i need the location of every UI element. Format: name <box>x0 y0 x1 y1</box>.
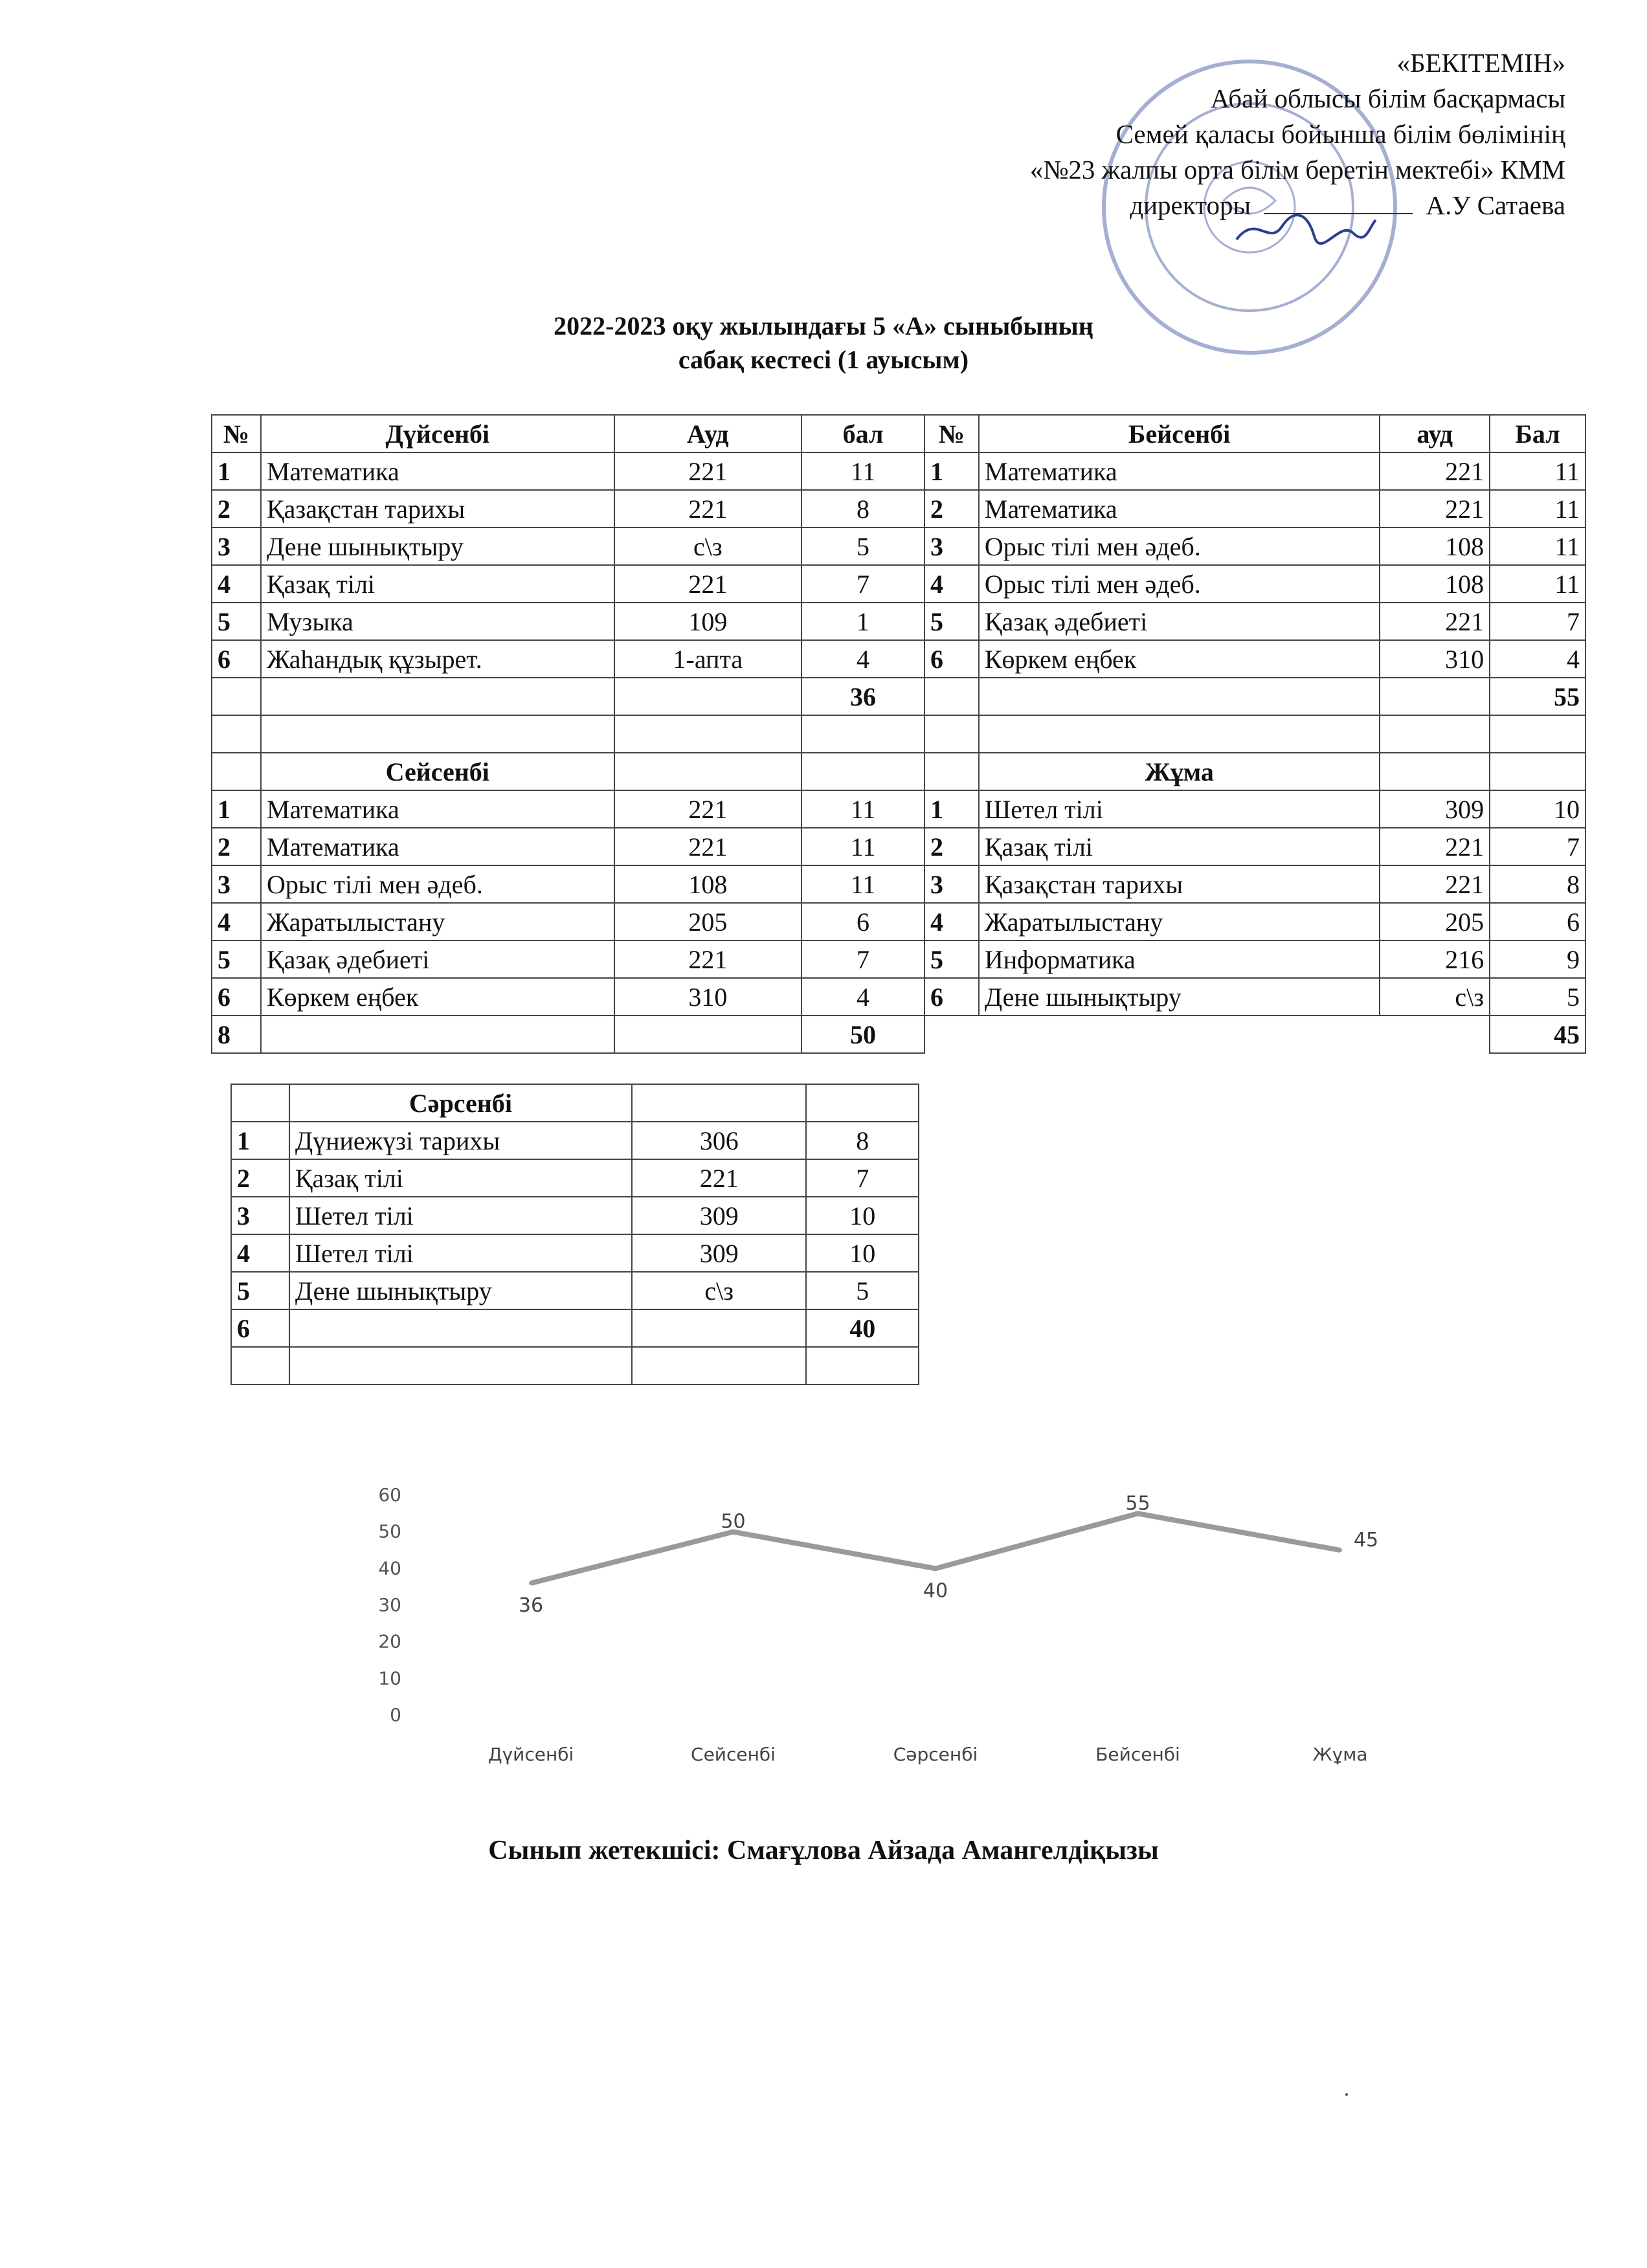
thursday-subject: Орыс тілі мен әдеб. <box>979 565 1380 603</box>
thursday-subject: Қазақ әдебиеті <box>979 603 1380 640</box>
wednesday-subject: Қазақ тілі <box>289 1159 632 1197</box>
monday-score: 8 <box>801 490 924 528</box>
tuesday-score: 7 <box>801 940 924 978</box>
thursday-score: 7 <box>1490 603 1585 640</box>
x-category-label: Жұма <box>1312 1744 1368 1765</box>
table-row <box>212 565 1585 603</box>
thursday-subject: Математика <box>979 452 1380 490</box>
x-category-label: Сейсенбі <box>691 1744 776 1765</box>
tuesday-room: 205 <box>614 903 802 940</box>
monday-subject: Музыка <box>261 603 614 640</box>
wednesday-total: 40 <box>806 1309 919 1347</box>
schedule-title-line-1: 2022-2023 оқу жылындағы 5 «А» сыныбының <box>554 311 1093 340</box>
table-row <box>212 640 1585 678</box>
tuesday-num: 4 <box>212 903 261 940</box>
approval-line-3: Семей қаласы бойынша білім бөлімінің <box>1115 119 1565 149</box>
header-num-right: № <box>924 415 979 452</box>
thursday-room: 221 <box>1380 452 1490 490</box>
monday-total: 36 <box>801 678 924 715</box>
tuesday-friday-rows <box>212 790 1585 1016</box>
friday-title: Жұма <box>979 753 1380 790</box>
approval-line-2: Абай облысы білім басқармасы <box>1210 83 1565 113</box>
thursday-num: 3 <box>924 528 979 565</box>
thursday-num: 1 <box>924 452 979 490</box>
wednesday-num: 4 <box>231 1234 289 1272</box>
friday-subject: Информатика <box>979 940 1380 978</box>
wednesday-table <box>230 1084 919 1385</box>
wednesday-num: 2 <box>231 1159 289 1197</box>
friday-score: 7 <box>1490 828 1585 865</box>
table-row <box>231 1234 919 1272</box>
wednesday-rows <box>231 1122 919 1309</box>
thursday-score: 11 <box>1490 565 1585 603</box>
wednesday-title: Сәрсенбі <box>289 1084 632 1122</box>
thursday-score: 11 <box>1490 452 1585 490</box>
monday-thursday-rows <box>212 452 1585 678</box>
score-line-chart <box>363 1450 1476 1786</box>
table-row <box>212 528 1585 565</box>
friday-num: 3 <box>924 865 979 903</box>
monday-subject: Қазақ тілі <box>261 565 614 603</box>
data-label: 40 <box>923 1579 948 1603</box>
y-tick-label: 0 <box>390 1704 401 1726</box>
wednesday-subject: Шетел тілі <box>289 1197 632 1234</box>
x-category-label: Дүйсенбі <box>487 1744 574 1765</box>
monday-num: 5 <box>212 603 261 640</box>
friday-room: 221 <box>1380 865 1490 903</box>
tuesday-score: 11 <box>801 828 924 865</box>
data-label: 55 <box>1125 1492 1150 1515</box>
director-line <box>1030 188 1565 223</box>
empty-row <box>212 715 1585 753</box>
tuesday-subject: Жаратылыстану <box>261 903 614 940</box>
monday-score: 4 <box>801 640 924 678</box>
thursday-subject: Математика <box>979 490 1380 528</box>
director-name: А.У Сатаева <box>1426 190 1565 220</box>
friday-room: с\з <box>1380 978 1490 1016</box>
y-tick-label: 20 <box>378 1630 401 1652</box>
monday-subject: Дене шынықтыру <box>261 528 614 565</box>
tuesday-score: 4 <box>801 978 924 1016</box>
monday-subject: Математика <box>261 452 614 490</box>
data-point <box>934 1566 937 1570</box>
header-score-right: Бал <box>1490 415 1585 452</box>
monday-num: 4 <box>212 565 261 603</box>
wednesday-subject: Дүниежүзі тарихы <box>289 1122 632 1159</box>
data-label: 50 <box>721 1510 746 1533</box>
wednesday-total-num: 6 <box>231 1309 289 1347</box>
friday-score: 6 <box>1490 903 1585 940</box>
table-row <box>212 978 1585 1016</box>
monday-num: 3 <box>212 528 261 565</box>
wednesday-title-row <box>231 1084 919 1122</box>
tuesday-num: 1 <box>212 790 261 828</box>
table-row <box>212 940 1585 978</box>
wednesday-subject: Шетел тілі <box>289 1234 632 1272</box>
thursday-subject: Орыс тілі мен әдеб. <box>979 528 1380 565</box>
monday-room: с\з <box>614 528 802 565</box>
wednesday-room: 309 <box>632 1234 806 1272</box>
total-row-mon-thu <box>212 678 1585 715</box>
header-room-left: Ауд <box>614 415 802 452</box>
class-teacher: Сынып жетекшісі: Смағұлова Айзада Амангелдіқызы <box>488 1836 1159 1865</box>
friday-score: 8 <box>1490 865 1585 903</box>
day-title-row <box>212 753 1585 790</box>
tuesday-num: 2 <box>212 828 261 865</box>
tuesday-room: 221 <box>614 940 802 978</box>
table-row <box>231 1272 919 1309</box>
tuesday-num: 3 <box>212 865 261 903</box>
tuesday-num: 5 <box>212 940 261 978</box>
thursday-room: 221 <box>1380 490 1490 528</box>
table-row <box>212 903 1585 940</box>
tuesday-score: 11 <box>801 865 924 903</box>
wednesday-num: 5 <box>231 1272 289 1309</box>
friday-num: 2 <box>924 828 979 865</box>
thursday-score: 11 <box>1490 528 1585 565</box>
friday-num: 5 <box>924 940 979 978</box>
series-line <box>531 1510 1340 1583</box>
total-row-tue-fri <box>212 1016 1585 1053</box>
y-tick-label: 60 <box>378 1484 401 1506</box>
table-row <box>212 452 1585 490</box>
data-point <box>1338 1548 1342 1552</box>
table-row <box>212 865 1585 903</box>
approval-block <box>1030 45 1565 223</box>
friday-score: 9 <box>1490 940 1585 978</box>
y-tick-label: 50 <box>378 1520 401 1542</box>
friday-num: 1 <box>924 790 979 828</box>
friday-score: 10 <box>1490 790 1585 828</box>
wednesday-score: 7 <box>806 1159 919 1197</box>
wednesday-room: 221 <box>632 1159 806 1197</box>
thursday-num: 4 <box>924 565 979 603</box>
friday-room: 216 <box>1380 940 1490 978</box>
friday-subject: Дене шынықтыру <box>979 978 1380 1016</box>
data-label: 45 <box>1353 1529 1379 1551</box>
wednesday-total-row <box>231 1309 919 1347</box>
monday-room: 221 <box>614 490 802 528</box>
tuesday-subject: Орыс тілі мен әдеб. <box>261 865 614 903</box>
friday-total: 45 <box>1490 1016 1585 1053</box>
tuesday-score: 11 <box>801 790 924 828</box>
header-room-right: ауд <box>1380 415 1490 452</box>
approval-line-1: «БЕКІТЕМІН» <box>1396 48 1565 78</box>
tuesday-subject: Көркем еңбек <box>261 978 614 1016</box>
table-row <box>212 828 1585 865</box>
thursday-room: 310 <box>1380 640 1490 678</box>
table-row <box>231 1197 919 1234</box>
tuesday-subject: Математика <box>261 790 614 828</box>
director-label: директоры <box>1130 190 1251 220</box>
monday-num: 6 <box>212 640 261 678</box>
thursday-num: 5 <box>924 603 979 640</box>
x-category-label: Сәрсенбі <box>893 1744 978 1765</box>
wednesday-room: с\з <box>632 1272 806 1309</box>
y-tick-label: 10 <box>378 1667 401 1689</box>
table-row <box>212 490 1585 528</box>
friday-subject: Қазақ тілі <box>979 828 1380 865</box>
friday-room: 205 <box>1380 903 1490 940</box>
tuesday-room: 310 <box>614 978 802 1016</box>
thursday-num: 2 <box>924 490 979 528</box>
table-row <box>231 1159 919 1197</box>
thursday-room: 108 <box>1380 528 1490 565</box>
wednesday-score: 8 <box>806 1122 919 1159</box>
tuesday-total: 50 <box>801 1016 924 1053</box>
tuesday-room: 108 <box>614 865 802 903</box>
monday-num: 2 <box>212 490 261 528</box>
thursday-num: 6 <box>924 640 979 678</box>
schedule-title-line-2: сабақ кестесі (1 ауысым) <box>678 345 969 374</box>
thursday-score: 4 <box>1490 640 1585 678</box>
approval-line-4: «№23 жалпы орта білім беретін мектебі» КММ <box>1029 155 1565 184</box>
wednesday-room: 309 <box>632 1197 806 1234</box>
thursday-score: 11 <box>1490 490 1585 528</box>
data-point <box>529 1581 533 1585</box>
table-row <box>231 1122 919 1159</box>
monday-room: 221 <box>614 565 802 603</box>
wednesday-num: 1 <box>231 1122 289 1159</box>
friday-subject: Жаратылыстану <box>979 903 1380 940</box>
friday-subject: Қазақстан тарихы <box>979 865 1380 903</box>
schedule-table <box>211 414 1586 1054</box>
header-thursday: Бейсенбі <box>979 415 1380 452</box>
monday-room: 109 <box>614 603 802 640</box>
scan-dot <box>1345 2093 1348 2096</box>
friday-room: 309 <box>1380 790 1490 828</box>
monday-score: 11 <box>801 452 924 490</box>
wednesday-empty-row <box>231 1347 919 1384</box>
header-num-left: № <box>212 415 261 452</box>
wednesday-room: 306 <box>632 1122 806 1159</box>
monday-subject: Жаһандық құзырет. <box>261 640 614 678</box>
wednesday-num: 3 <box>231 1197 289 1234</box>
thursday-subject: Көркем еңбек <box>979 640 1380 678</box>
monday-subject: Қазақстан тарихы <box>261 490 614 528</box>
data-label: 36 <box>518 1594 544 1617</box>
tuesday-subject: Математика <box>261 828 614 865</box>
monday-score: 1 <box>801 603 924 640</box>
friday-num: 6 <box>924 978 979 1016</box>
wednesday-score: 10 <box>806 1197 919 1234</box>
tuesday-subject: Қазақ әдебиеті <box>261 940 614 978</box>
thursday-total: 55 <box>1490 678 1585 715</box>
table-header-row <box>212 415 1585 452</box>
table-row <box>212 790 1585 828</box>
x-category-label: Бейсенбі <box>1095 1744 1180 1765</box>
monday-score: 5 <box>801 528 924 565</box>
friday-room: 221 <box>1380 828 1490 865</box>
table-row <box>212 603 1585 640</box>
tuesday-room: 221 <box>614 790 802 828</box>
monday-score: 7 <box>801 565 924 603</box>
wednesday-subject: Дене шынықтыру <box>289 1272 632 1309</box>
monday-room: 1-апта <box>614 640 802 678</box>
thursday-room: 108 <box>1380 565 1490 603</box>
friday-subject: Шетел тілі <box>979 790 1380 828</box>
tuesday-score: 6 <box>801 903 924 940</box>
y-tick-label: 40 <box>378 1557 401 1579</box>
thursday-room: 221 <box>1380 603 1490 640</box>
tuesday-num: 6 <box>212 978 261 1016</box>
tuesday-room: 221 <box>614 828 802 865</box>
wednesday-score: 10 <box>806 1234 919 1272</box>
tuesday-total-num: 8 <box>212 1016 261 1053</box>
header-score-left: бал <box>801 415 924 452</box>
friday-score: 5 <box>1490 978 1585 1016</box>
wednesday-score: 5 <box>806 1272 919 1309</box>
monday-room: 221 <box>614 452 802 490</box>
tuesday-title: Сейсенбі <box>261 753 614 790</box>
header-monday: Дүйсенбі <box>261 415 614 452</box>
monday-num: 1 <box>212 452 261 490</box>
friday-num: 4 <box>924 903 979 940</box>
y-tick-label: 30 <box>378 1594 401 1616</box>
signature-line <box>1264 194 1413 214</box>
